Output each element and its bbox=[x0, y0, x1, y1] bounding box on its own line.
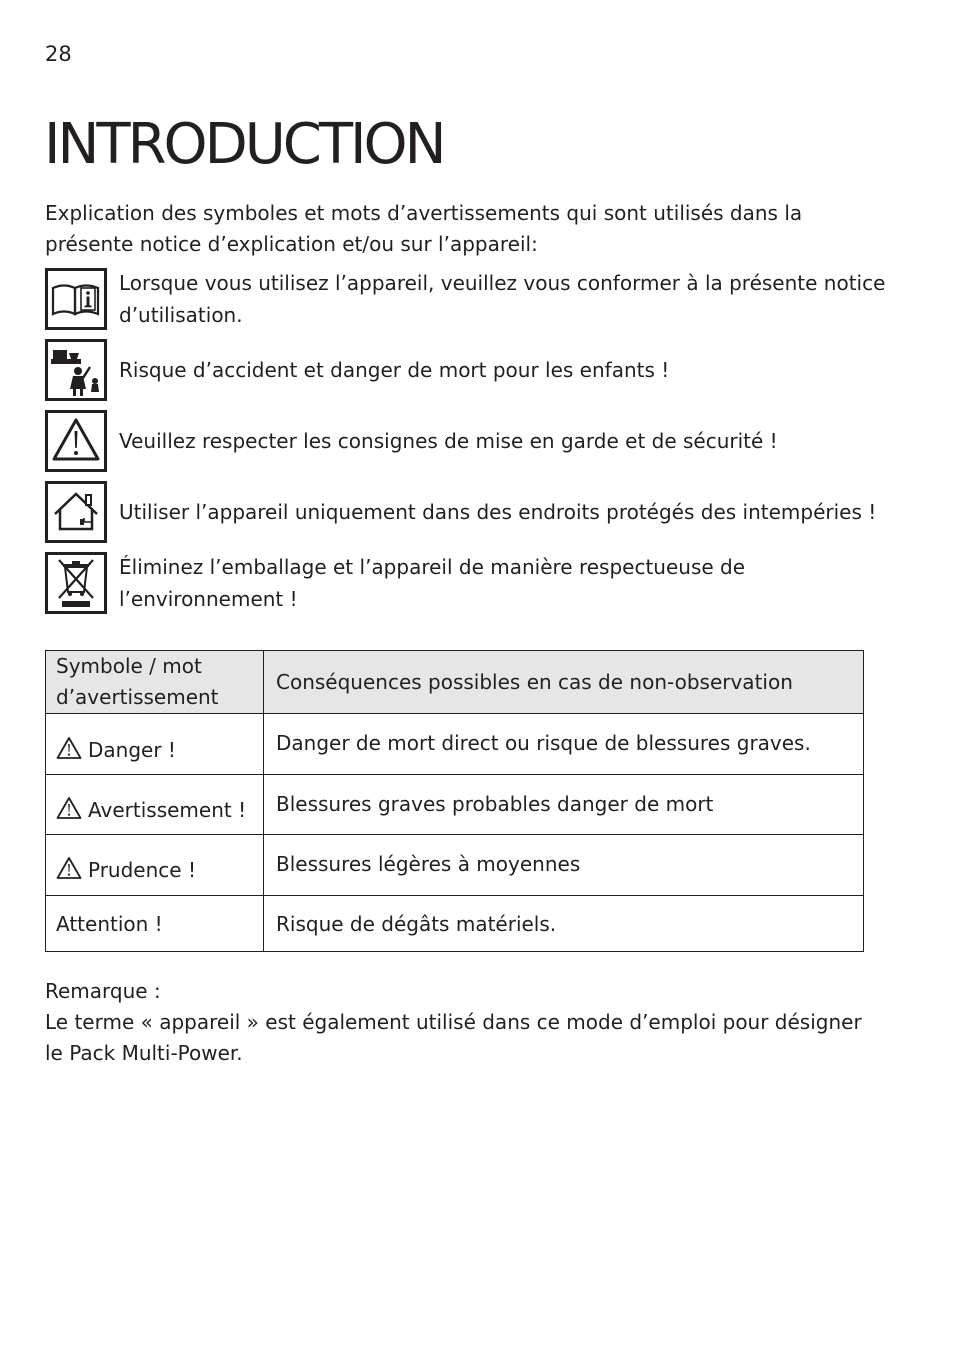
symbol-row-warning bbox=[45, 410, 905, 472]
warning-triangle-icon bbox=[56, 736, 82, 760]
table-header-cell: Conséquences possibles en cas de non-observation bbox=[264, 651, 864, 714]
signal-word-cell bbox=[46, 775, 264, 835]
symbol-row-disposal bbox=[45, 552, 905, 614]
warning-triangle-icon bbox=[56, 796, 82, 820]
indoor-use-icon bbox=[45, 481, 107, 543]
symbol-text-child: Risque d’accident et danger de mort pour les enfants ! bbox=[119, 358, 670, 382]
page-title: INTRODUCTION bbox=[44, 112, 444, 177]
consequence-cell: Blessures légères à moyennes bbox=[264, 835, 864, 896]
note-section bbox=[45, 976, 885, 1069]
child-danger-icon bbox=[45, 339, 107, 401]
symbol-text-manual: Lorsque vous utilisez l’appareil, veuillez vous conformer à la présente notice d’utilisation. bbox=[119, 271, 886, 327]
intro-paragraph: Explication des symboles et mots d’avertissements qui sont utilisés dans la présente notice d’explication et/ou sur l’appareil: bbox=[45, 201, 803, 256]
signal-word: Avertissement ! bbox=[88, 797, 247, 822]
page-number: 28 bbox=[45, 42, 72, 66]
table-row bbox=[46, 714, 864, 775]
table-header-row bbox=[46, 651, 864, 714]
crossed-bin-icon bbox=[45, 552, 107, 614]
symbol-row-manual bbox=[45, 268, 905, 330]
warning-triangle-icon bbox=[56, 856, 82, 880]
table-header-cell: Symbole / mot d’avertissement bbox=[46, 651, 264, 714]
signal-word-cell bbox=[46, 714, 264, 775]
symbol-row-child bbox=[45, 339, 905, 401]
consequence-cell: Danger de mort direct ou risque de blessures graves. bbox=[264, 714, 864, 775]
table-row bbox=[46, 775, 864, 835]
signal-word-table bbox=[45, 650, 864, 952]
consequence-cell: Risque de dégâts matériels. bbox=[264, 896, 864, 952]
table-row bbox=[46, 896, 864, 952]
note-text: Le terme « appareil » est également utilisé dans ce mode d’emploi pour désigner le Pack Multi-Power. bbox=[45, 1010, 862, 1065]
consequence-cell: Blessures graves probables danger de mort bbox=[264, 775, 864, 835]
signal-word-cell: Attention ! bbox=[46, 896, 264, 952]
symbol-text-warning: Veuillez respecter les consignes de mise en garde et de sécurité ! bbox=[119, 429, 778, 453]
warning-triangle-icon bbox=[45, 410, 107, 472]
manual-info-icon bbox=[45, 268, 107, 330]
signal-word: Danger ! bbox=[88, 738, 176, 762]
signal-word-cell bbox=[46, 835, 264, 896]
symbol-text-indoor: Utiliser l’appareil uniquement dans des endroits protégés des intempéries ! bbox=[119, 500, 877, 524]
signal-word: Prudence ! bbox=[88, 858, 196, 882]
symbol-text-disposal: Éliminez l’emballage et l’appareil de manière respectueuse de l’environnement ! bbox=[119, 555, 746, 611]
symbol-row-indoor bbox=[45, 481, 905, 543]
note-label: Remarque : bbox=[45, 979, 161, 1003]
table-row bbox=[46, 835, 864, 896]
